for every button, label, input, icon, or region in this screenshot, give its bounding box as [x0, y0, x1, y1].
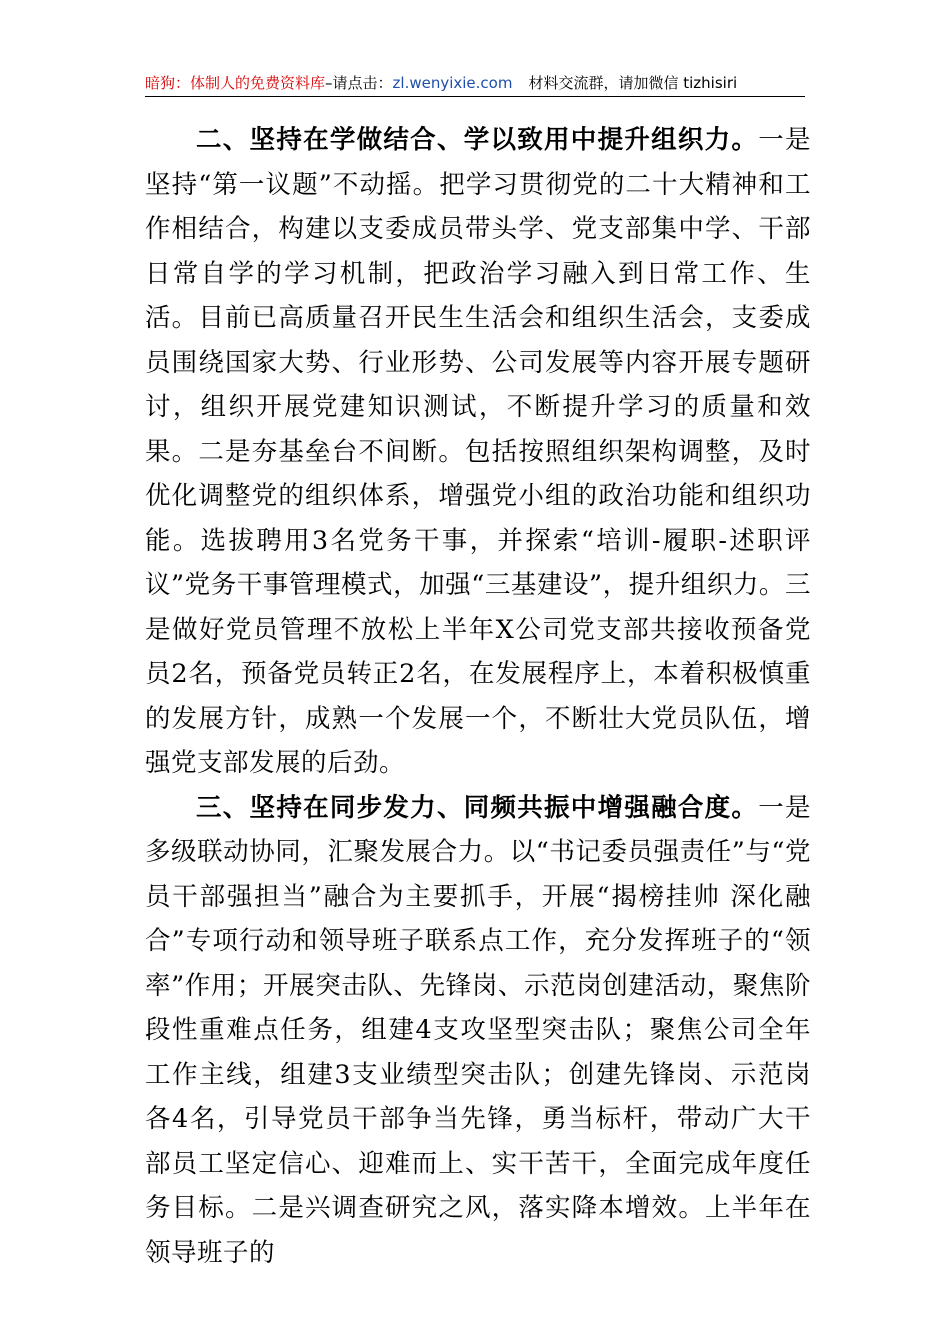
document-body — [145, 118, 811, 1275]
paragraph-section-two — [145, 118, 811, 786]
section-two-heading: 二、坚持在学做结合、学以致用中提升组织力。 — [196, 125, 759, 155]
section-three-body: 一是多级联动协同，汇聚发展合力。以“书记委员强责任”与“党员干部强担当”融合为主要抓手，开展“揭榜挂帅 深化融合”专项行动和领导班子联系点工作，充分发挥班子的“领率”作用；开展突击队、先锋岗、示范岗创建活动，聚焦阶段性重难点任务，组建4支攻坚型突击队；聚焦公司全年工作主线，组建3支业绩型突击队；创建先锋岗、示范岗各4名，引导党员干部争当先锋，勇当标杆，带动广大干部员工坚定信心、迎难而上、实干苦干，全面完成年度任务目标。二是兴调查研究之风，落实降本增效。上半年在领导班子的 — [145, 792, 811, 1268]
section-two-body: 一是坚持“第一议题”不动摇。把学习贯彻党的二十大精神和工作相结合，构建以支委成员带头学、党支部集中学、干部日常自学的学习机制，把政治学习融入到日常工作、生活。目前已高质量召开民生生活会和组织生活会，支委成员围绕国家大势、行业形势、公司发展等内容开展专题研讨，组织开展党建知识测试，不断提升学习的质量和效果。二是夯基垒台不间断。包括按照组织架构调整，及时优化调整党的组织体系，增强党小组的政治功能和组织功能。选拔聘用3名党务干事，并探索“培训-履职-述职评议”党务干事管理模式，加强“三基建设”，提升组织力。三是做好党员管理不放松上半年X公司党支部共接收预备党员2名，预备党员转正2名，在发展程序上，本着积极慎重的发展方针，成熟一个发展一个，不断壮大党员队伍，增强党支部发展的后劲。 — [145, 125, 811, 778]
header-url-link[interactable]: zl.wenyixie.com — [392, 74, 513, 92]
section-three-heading: 三、坚持在同步发力、同频共振中增强融合度。 — [196, 792, 759, 823]
header-site-name: 暗狗：体制人的免费资料库 — [145, 74, 326, 92]
page-header — [145, 70, 805, 97]
header-click-prompt: –请点击： — [325, 74, 393, 92]
paragraph-section-three — [145, 786, 811, 1276]
header-wechat-note: 材料交流群，请加微信 tizhisiri — [528, 74, 738, 92]
